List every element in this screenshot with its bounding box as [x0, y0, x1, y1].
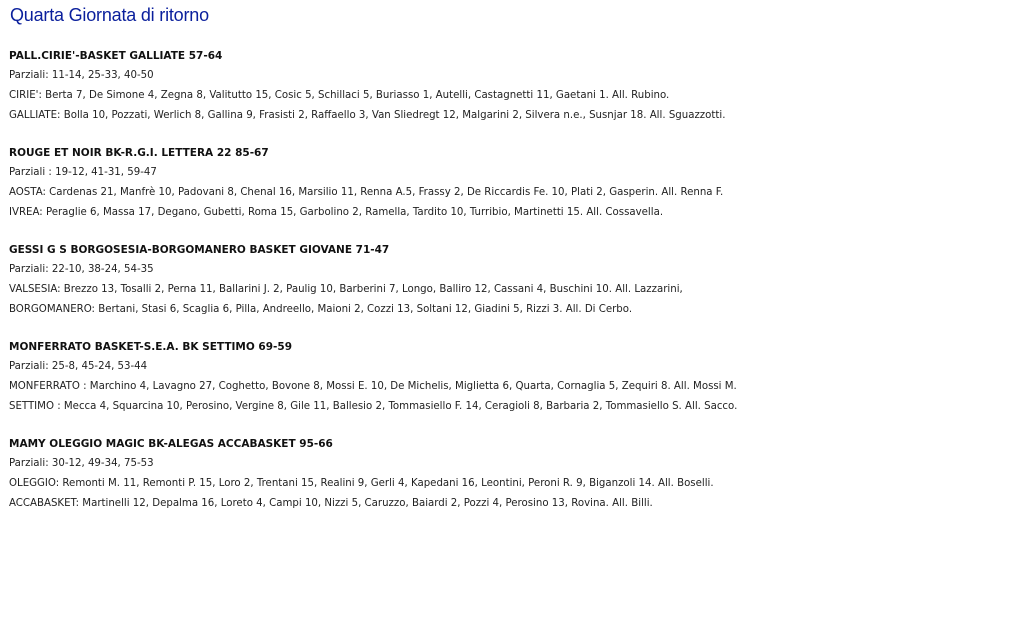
results-page — [9, 4, 1009, 531]
away-lineup: IVREA: Peraglie 6, Massa 17, Degano, Gubetti, Roma 15, Garbolino 2, Ramella, Tardito 10, Turribio, Martinetti 15. All. Cossavella. — [9, 207, 664, 218]
game-block — [9, 240, 1009, 320]
home-lineup: VALSESIA: Brezzo 13, Tosalli 2, Perna 11, Ballarini J. 2, Paulig 10, Barberini 7, Longo, Balliro 12, Cassani 4, Buschini 10. All. Lazzarini, — [9, 284, 683, 295]
games-list — [9, 46, 1009, 514]
home-lineup: AOSTA: Cardenas 21, Manfrè 10, Padovani 8, Chenal 16, Marsilio 11, Renna A.5, Frassy 2, De Riccardis Fe. 10, Plati 2, Gasperin. All. Renna F. — [9, 187, 724, 198]
away-lineup: GALLIATE: Bolla 10, Pozzati, Werlich 8, Gallina 9, Frasisti 2, Raffaello 3, Van Sliedregt 12, Malgarini 2, Silvera n.e., Susnjar 18. All. Sguazzotti. — [9, 110, 726, 121]
game-block — [9, 434, 1009, 514]
home-lineup: OLEGGIO: Remonti M. 11, Remonti P. 15, Loro 2, Trentani 15, Realini 9, Gerli 4, Kapedani 16, Leontini, Peroni R. 9, Biganzoli 14. All. Boselli. — [9, 478, 714, 489]
game-header: GESSI G S BORGOSESIA-BORGOMANERO BASKET GIOVANE 71-47 — [9, 244, 390, 256]
away-lineup: BORGOMANERO: Bertani, Stasi 6, Scaglia 6, Pilla, Andreello, Maioni 2, Cozzi 13, Soltani 12, Giadini 5, Rizzi 3. All. Di Cerbo. — [9, 304, 633, 315]
page-title: Quarta Giornata di ritorno — [10, 5, 209, 25]
game-partials: Parziali : 19-12, 41-31, 59-47 — [9, 167, 157, 178]
home-lineup: MONFERRATO : Marchino 4, Lavagno 27, Coghetto, Bovone 8, Mossi E. 10, De Michelis, Miglietta 6, Quarta, Cornaglia 5, Zequiri 8. All. Mossi M. — [9, 381, 737, 392]
game-partials: Parziali: 25-8, 45-24, 53-44 — [9, 361, 148, 372]
game-partials: Parziali: 30-12, 49-34, 75-53 — [9, 458, 154, 469]
game-partials: Parziali: 11-14, 25-33, 40-50 — [9, 70, 154, 81]
game-block — [9, 143, 1009, 223]
game-header: MONFERRATO BASKET-S.E.A. BK SETTIMO 69-59 — [9, 341, 293, 353]
game-header: MAMY OLEGGIO MAGIC BK-ALEGAS ACCABASKET 95-66 — [9, 438, 333, 450]
home-lineup: CIRIE': Berta 7, De Simone 4, Zegna 8, Valitutto 15, Cosic 5, Schillaci 5, Buriasso 1, Autelli, Castagnetti 11, Gaetani 1. All. Rubino. — [9, 90, 670, 101]
game-block — [9, 46, 1009, 126]
away-lineup: SETTIMO : Mecca 4, Squarcina 10, Perosino, Vergine 8, Gile 11, Ballesio 2, Tommasiello F. 14, Ceragioli 8, Barbaria 2, Tommasiello S. All. Sacco. — [9, 401, 738, 412]
game-header: PALL.CIRIE'-BASKET GALLIATE 57-64 — [9, 50, 223, 62]
away-lineup: ACCABASKET: Martinelli 12, Depalma 16, Loreto 4, Campi 10, Nizzi 5, Caruzzo, Baiardi 2, Pozzi 4, Perosino 13, Rovina. All. Billi. — [9, 498, 653, 509]
game-block — [9, 337, 1009, 417]
game-header: ROUGE ET NOIR BK-R.G.I. LETTERA 22 85-67 — [9, 147, 269, 159]
game-partials: Parziali: 22-10, 38-24, 54-35 — [9, 264, 154, 275]
